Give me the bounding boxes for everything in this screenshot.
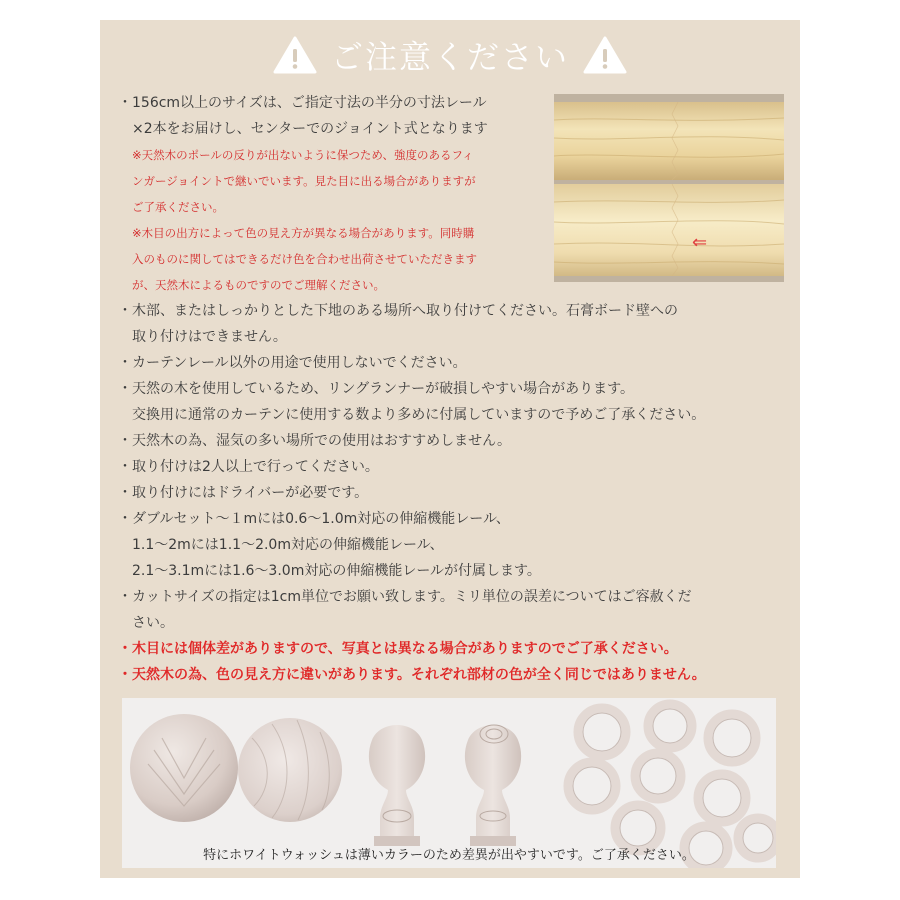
note-line: さい。 bbox=[132, 615, 174, 631]
important-note-line: ・天然木の為、色の見え方に違いがあります。それぞれ部材の色が全く同じではありません。 bbox=[118, 667, 706, 683]
note-line: ・木部、またはしっかりとした下地のある場所へ取り付けてください。石膏ボード壁への bbox=[118, 303, 678, 319]
note-line: 1.1～2mには1.1～2.0m対応の伸縮機能レール、 bbox=[132, 537, 444, 553]
sub-note-line: ご了承ください。 bbox=[132, 200, 224, 214]
note-line: 2.1～3.1mには1.6～3.0m対応の伸縮機能レールが付属します。 bbox=[132, 563, 541, 579]
warning-icon bbox=[273, 35, 317, 75]
sub-note-line: ※木目の出方によって色の見え方が異なる場合があります。同時購 bbox=[132, 226, 475, 240]
note-line: ・156cm以上のサイズは、ご指定寸法の半分の寸法レール bbox=[118, 95, 487, 111]
note-line: 交換用に通常のカーテンに使用する数より多めに付属していますので予めご了承ください。 bbox=[132, 407, 706, 423]
page-title: ご注意ください bbox=[330, 38, 569, 76]
warning-icon bbox=[583, 35, 627, 75]
finger-joint-photo bbox=[554, 94, 784, 282]
note-line: ×2本をお届けし、センターでのジョイント式となります bbox=[132, 121, 488, 137]
note-line: ・ダブルセット～１mには0.6～1.0m対応の伸縮機能レール、 bbox=[118, 511, 510, 527]
note-line: 取り付けはできません。 bbox=[132, 329, 287, 345]
note-line: ・カーテンレール以外の用途で使用しないでください。 bbox=[118, 355, 467, 371]
sub-note-line: ※天然木のポールの反りが出ないように保つため、強度のあるフィ bbox=[132, 148, 474, 162]
sub-note-line: が、天然木によるものですのでご理解ください。 bbox=[132, 278, 385, 292]
caution-panel bbox=[100, 20, 800, 878]
photo-caption: 特にホワイトウォッシュは薄いカラーのため差異が出やすいです。ご了承ください。 bbox=[203, 848, 695, 863]
sub-note-line: 入のものに関してはできるだけ色を合わせ出荷させていただきます bbox=[132, 252, 477, 266]
caution-heading bbox=[100, 20, 800, 90]
joint-arrow-icon: ⇐ bbox=[692, 232, 708, 253]
note-line: ・取り付けにはドライバーが必要です。 bbox=[118, 485, 369, 501]
note-line: ・天然木の為、湿気の多い場所での使用はおすすめしません。 bbox=[118, 433, 511, 449]
note-line: ・天然の木を使用しているため、リングランナーが破損しやすい場合があります。 bbox=[118, 381, 635, 397]
important-note-line: ・木目には個体差がありますので、写真とは異なる場合がありますのでご了承ください。 bbox=[118, 641, 678, 657]
sub-note-line: ンガージョイントで継いでいます。見た目に出る場合がありますが bbox=[132, 174, 476, 188]
note-line: ・カットサイズの指定は1cm単位でお願い致します。ミリ単位の誤差についてはご容赦くだ bbox=[118, 589, 692, 605]
note-line: ・取り付けは2人以上で行ってください。 bbox=[118, 459, 379, 475]
parts-photo bbox=[122, 698, 776, 868]
